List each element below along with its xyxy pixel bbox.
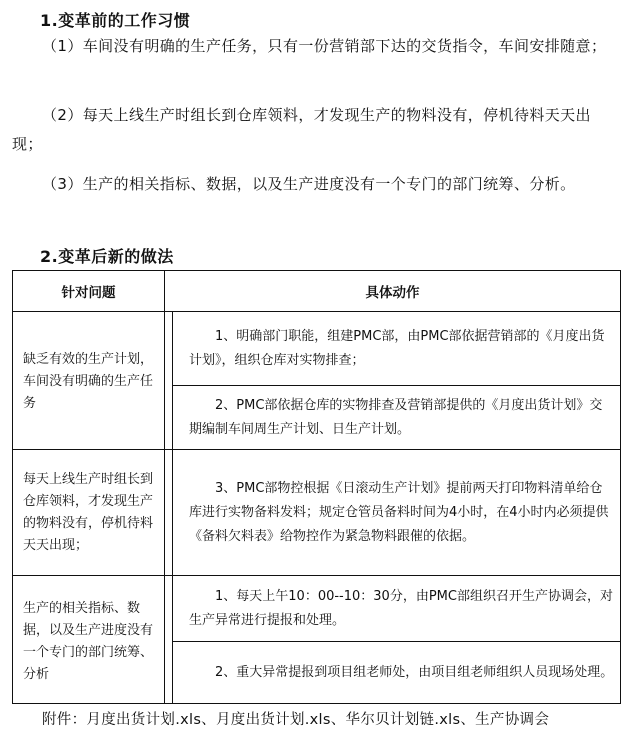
action-cell <box>173 642 621 704</box>
cell-gap <box>165 576 173 704</box>
table-row <box>13 312 621 386</box>
cell-gap <box>165 312 173 450</box>
section2-title: 2.变革后新的做法 <box>40 247 174 266</box>
action-text: 3、PMC部物控根据《日滚动生产计划》提前两天打印物料清单给仓库进行实物备料发料；规定仓管员备料时间为4小时，在4小时内必须提供《备料欠料表》给物控作为紧急物料跟催的依据。 <box>189 480 609 544</box>
section1-item-1: （1）车间没有明确的生产任务，只有一份营销部下达的交货指令，车间安排随意； <box>42 37 607 55</box>
table-row <box>13 450 621 576</box>
attachments-line: 附件：月度出货计划.xls、月度出货计划.xls、华尔贝计划链.xls、生产协调会 <box>42 712 550 728</box>
action-text: 1、明确部门职能，组建PMC部，由PMC部依据营销部的《月度出货计划》，组织仓库对实物排查； <box>189 328 605 368</box>
action-cell <box>173 386 621 450</box>
header-issue: 针对问题 <box>13 271 165 312</box>
issue-cell: 缺乏有效的生产计划，车间没有明确的生产任务 <box>13 312 165 450</box>
action-table <box>12 270 621 704</box>
table-header-row <box>13 271 621 312</box>
action-cell <box>173 450 621 576</box>
issue-cell: 每天上线生产时组长到仓库领料，才发现生产的物料没有，停机待料天天出现； <box>13 450 165 576</box>
issue-cell: 生产的相关指标、数据，以及生产进度没有一个专门的部门统筹、分析 <box>13 576 165 704</box>
section1-item-2: （2）每天上线生产时组长到仓库领料，才发现生产的物料没有，停机待料天天出现； <box>12 106 591 153</box>
cell-gap <box>165 450 173 576</box>
action-cell <box>173 576 621 642</box>
action-text: 1、每天上午10：00--10：30分，由PMC部组织召开生产协调会，对生产异常进行提报和处理。 <box>189 588 613 628</box>
section1-title: 1.变革前的工作习惯 <box>40 11 191 30</box>
action-text: 2、重大异常提报到项目组老师处，由项目组老师组织人员现场处理。 <box>215 664 614 680</box>
section1-item-3: （3）生产的相关指标、数据，以及生产进度没有一个专门的部门统筹、分析。 <box>42 175 576 193</box>
table-row <box>13 576 621 642</box>
action-text: 2、PMC部依据仓库的实物排查及营销部提供的《月度出货计划》交期编制车间周生产计划、日生产计划。 <box>189 397 603 437</box>
action-cell <box>173 312 621 386</box>
header-action: 具体动作 <box>165 271 621 312</box>
